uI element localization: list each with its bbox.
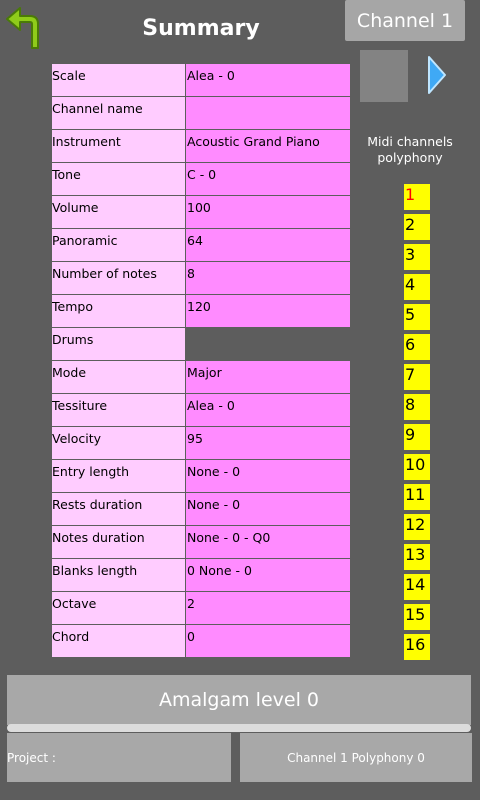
channel-polyphony-status: Channel 1 Polyphony 0 bbox=[240, 733, 472, 782]
polyphony-channel-11[interactable]: 11 bbox=[404, 484, 430, 510]
row-label: Rests duration bbox=[52, 493, 186, 526]
polyphony-channel-6[interactable]: 6 bbox=[404, 334, 430, 360]
row-value[interactable]: Alea - 0 bbox=[186, 64, 350, 97]
row-value[interactable]: 0 None - 0 bbox=[186, 559, 350, 592]
row-label: Number of notes bbox=[52, 262, 186, 295]
polyphony-channel-3[interactable]: 3 bbox=[404, 244, 430, 270]
table-row[interactable] bbox=[52, 361, 350, 394]
row-label: Blanks length bbox=[52, 559, 186, 592]
row-value[interactable]: 8 bbox=[186, 262, 350, 295]
row-label: Instrument bbox=[52, 130, 186, 163]
table-row[interactable] bbox=[52, 229, 350, 262]
project-label: Project : bbox=[7, 733, 231, 782]
polyphony-channel-12[interactable]: 12 bbox=[404, 514, 430, 540]
row-label: Tempo bbox=[52, 295, 186, 328]
polyphony-channel-1[interactable]: 1 bbox=[404, 184, 430, 210]
back-arrow-icon[interactable] bbox=[4, 4, 46, 50]
row-label: Velocity bbox=[52, 427, 186, 460]
table-row[interactable] bbox=[52, 262, 350, 295]
row-label: Channel name bbox=[52, 97, 186, 130]
row-label: Scale bbox=[52, 64, 186, 97]
row-value[interactable]: None - 0 - Q0 bbox=[186, 526, 350, 559]
row-label: Chord bbox=[52, 625, 186, 658]
row-label: Panoramic bbox=[52, 229, 186, 262]
polyphony-channel-9[interactable]: 9 bbox=[404, 424, 430, 450]
polyphony-channel-4[interactable]: 4 bbox=[404, 274, 430, 300]
polyphony-channel-15[interactable]: 15 bbox=[404, 604, 430, 630]
row-label: Tone bbox=[52, 163, 186, 196]
table-row[interactable] bbox=[52, 295, 350, 328]
row-value[interactable]: Major bbox=[186, 361, 350, 394]
row-value[interactable]: Alea - 0 bbox=[186, 394, 350, 427]
summary-table bbox=[52, 64, 350, 658]
row-value[interactable]: C - 0 bbox=[186, 163, 350, 196]
row-label: Drums bbox=[52, 328, 186, 361]
polyphony-channel-14[interactable]: 14 bbox=[404, 574, 430, 600]
table-row[interactable] bbox=[52, 592, 350, 625]
table-row[interactable] bbox=[52, 163, 350, 196]
row-value[interactable]: None - 0 bbox=[186, 460, 350, 493]
chevron-right-icon[interactable] bbox=[426, 54, 448, 96]
row-value[interactable] bbox=[186, 328, 350, 361]
polyphony-channel-7[interactable]: 7 bbox=[404, 364, 430, 390]
row-value[interactable]: Acoustic Grand Piano bbox=[186, 130, 350, 163]
table-row[interactable] bbox=[52, 493, 350, 526]
table-row[interactable] bbox=[52, 196, 350, 229]
row-value[interactable]: 2 bbox=[186, 592, 350, 625]
table-row[interactable] bbox=[52, 526, 350, 559]
row-label: Mode bbox=[52, 361, 186, 394]
row-value[interactable]: 64 bbox=[186, 229, 350, 262]
row-label: Octave bbox=[52, 592, 186, 625]
table-row[interactable] bbox=[52, 64, 350, 97]
polyphony-channel-5[interactable]: 5 bbox=[404, 304, 430, 330]
row-label: Notes duration bbox=[52, 526, 186, 559]
table-row[interactable] bbox=[52, 460, 350, 493]
row-value[interactable]: None - 0 bbox=[186, 493, 350, 526]
polyphony-channel-10[interactable]: 10 bbox=[404, 454, 430, 480]
row-value[interactable]: 95 bbox=[186, 427, 350, 460]
table-row[interactable] bbox=[52, 394, 350, 427]
polyphony-list bbox=[404, 184, 430, 664]
row-value[interactable]: 120 bbox=[186, 295, 350, 328]
polyphony-channel-13[interactable]: 13 bbox=[404, 544, 430, 570]
row-label: Volume bbox=[52, 196, 186, 229]
polyphony-channel-16[interactable]: 16 bbox=[404, 634, 430, 660]
table-row[interactable] bbox=[52, 427, 350, 460]
polyphony-channel-8[interactable]: 8 bbox=[404, 394, 430, 420]
table-row[interactable] bbox=[52, 97, 350, 130]
row-label: Tessiture bbox=[52, 394, 186, 427]
row-value[interactable]: 0 bbox=[186, 625, 350, 658]
amalgam-level-button[interactable]: Amalgam level 0 bbox=[7, 675, 471, 725]
amalgam-progress-bar bbox=[7, 724, 471, 732]
polyphony-title-line2: polyphony bbox=[377, 150, 443, 165]
table-row[interactable] bbox=[52, 130, 350, 163]
page-title: Summary bbox=[142, 16, 260, 41]
polyphony-channel-2[interactable]: 2 bbox=[404, 214, 430, 240]
polyphony-title-line1: Midi channels bbox=[367, 134, 453, 149]
table-row[interactable] bbox=[52, 328, 350, 361]
channel-preview-button[interactable] bbox=[360, 50, 408, 102]
channel-button[interactable]: Channel 1 bbox=[345, 0, 465, 41]
row-value[interactable] bbox=[186, 97, 350, 130]
table-row[interactable] bbox=[52, 559, 350, 592]
row-value[interactable]: 100 bbox=[186, 196, 350, 229]
table-row[interactable] bbox=[52, 625, 350, 658]
row-label: Entry length bbox=[52, 460, 186, 493]
polyphony-title bbox=[360, 134, 460, 166]
